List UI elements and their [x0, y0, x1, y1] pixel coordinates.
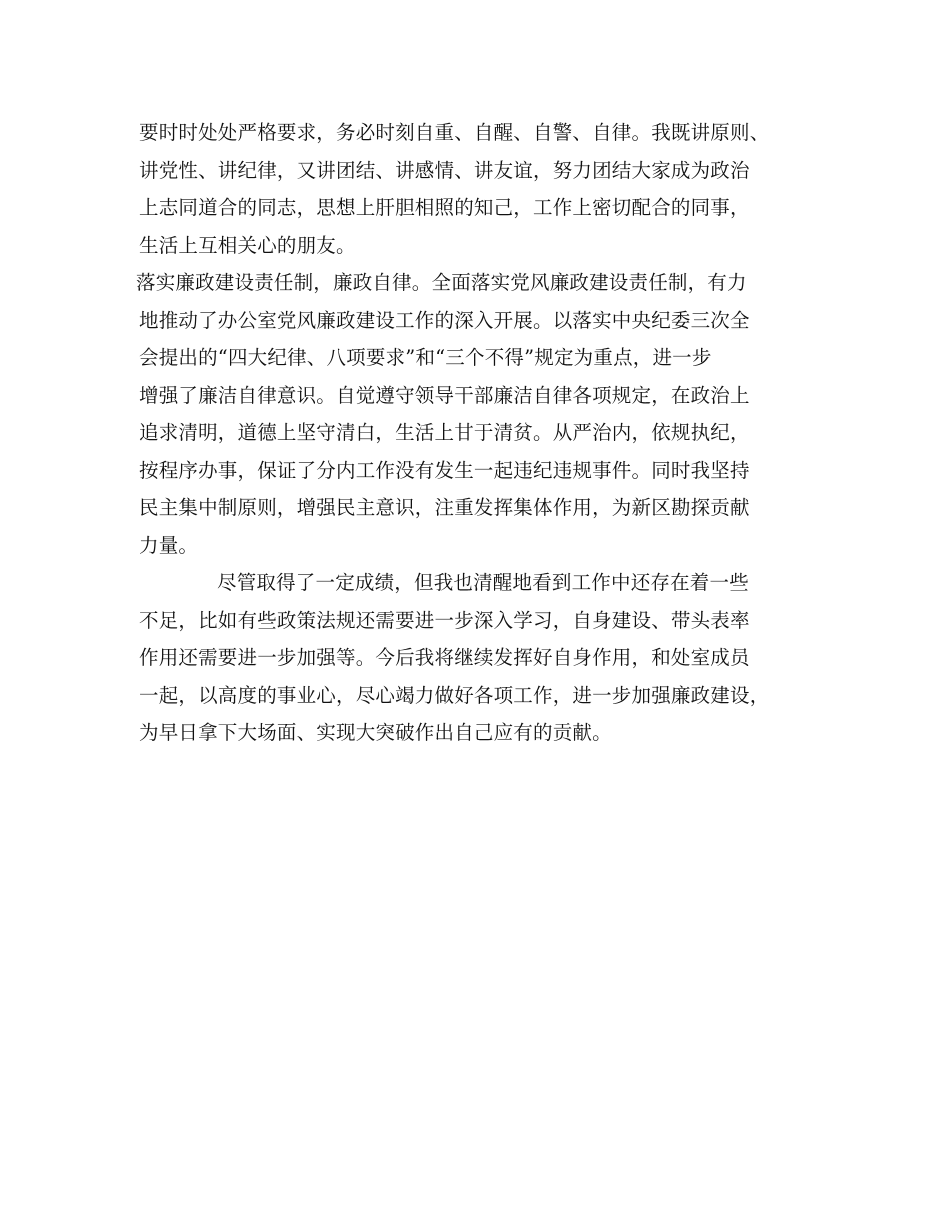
section-heading-line: 落实廉政建设责任制，廉政自律。全面落实党风廉政建设责任制，有力	[136, 271, 747, 294]
text-line: 上志同道合的同志，思想上肝胆相照的知己，工作上密切配合的同事，	[139, 196, 750, 219]
text-line: 民主集中制原则，增强民主意识，注重发挥集体作用，为新区勘探贡献	[139, 496, 750, 519]
text-line: 要时时处处严格要求，务必时刻自重、自醒、自警、自律。我既讲原则、	[139, 121, 770, 144]
text-line: 地推动了办公室党风廉政建设工作的深入开展。以落实中央纪委三次全	[139, 308, 750, 332]
text-line: 追求清明，道德上坚守清白，生活上甘于清贫。从严治内，依规执纪，	[139, 421, 750, 444]
text-line: 讲党性、讲纪律，又讲团结、讲感情、讲友谊，努力团结大家成为政治	[139, 158, 750, 182]
text-line: 生活上互相关心的朋友。	[139, 233, 356, 257]
text-line: 一起，以高度的事业心，尽心竭力做好各项工作，进一步加强廉政建设，	[139, 683, 770, 707]
text-line: 按程序办事，保证了分内工作没有发生一起违纪违规事件。同时我坚持	[139, 458, 750, 482]
document-body	[136, 114, 839, 752]
text-line: 不足，比如有些政策法规还需要进一步深入学习，自身建设、带头表率	[139, 608, 750, 632]
text-line: 增强了廉洁自律意识。自觉遵守领导干部廉洁自律各项规定，在政治上	[139, 383, 750, 407]
text-line: 为早日拿下大场面、实现大突破作出自己应有的贡献。	[139, 721, 612, 744]
text-line: 会提出的“四大纪律、八项要求”和“三个不得”规定为重点，进一步	[139, 346, 712, 369]
text-line: 力量。	[139, 533, 199, 557]
paragraph-start-line: 尽管取得了一定成绩，但我也清醒地看到工作中还存在着一些	[217, 571, 749, 594]
text-line: 作用还需要进一步加强等。今后我将继续发挥好自身作用，和处室成员	[139, 646, 750, 669]
